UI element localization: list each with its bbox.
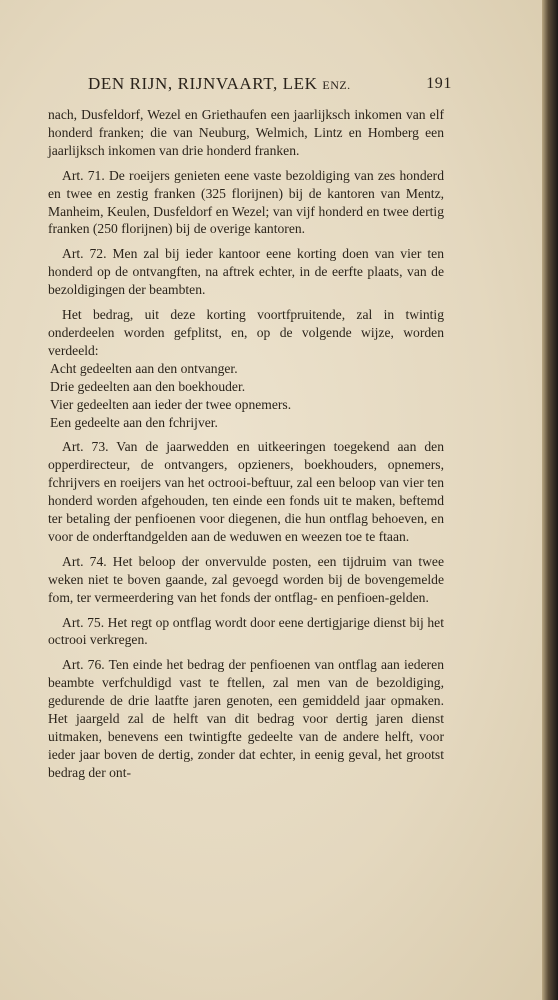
article-72: Art. 72. Men zal bij ieder kantoor eene korting doen van vier ten honderd op de ontvangften, na aftrek echter, in de eerfte plaats, van de bezoldigingen der beambten. [48, 246, 444, 298]
article-71: Art. 71. De roeijers genieten eene vaste bezoldiging van zes honderd en twee en zestig franken (325 florijnen) bij de kantoren van Mentz, Manheim, Keulen, Dusfeldorf en Wezel; van vijf honderd en twee dertig franken (250 florijnen) bij de overige kantoren. [48, 167, 444, 237]
list-item: Drie gedeelten aan den boekhouder. [50, 378, 246, 394]
article-75: Art. 75. Het regt op ontflag wordt door eene dertigjarige dienst bij het octrooi verkregen. [48, 614, 444, 648]
body-text [48, 106, 444, 789]
paragraph-continuation: nach, Dusfeldorf, Wezel en Griethaufen een jaarlijksch inkomen van elf honderd franken; die van Neuburg, Welmich, Lintz en Homberg een jaarlijksch inkomen van drie honderd franken. [48, 107, 444, 158]
paragraph-distribution: Het bedrag, uit deze korting voortfpruitende, zal in twintig onderdeelen worden gefplitst, en, op de volgende wijze, worden verdeeld: [48, 307, 444, 358]
list-item: Acht gedeelten aan den ontvanger. [50, 360, 238, 376]
list-item: Een gedeelte aan den fchrijver. [50, 414, 218, 430]
running-title: DEN RIJN, RIJNVAART, LEK [88, 74, 318, 93]
distribution-list [48, 360, 444, 432]
running-header [88, 74, 452, 94]
article-73: Art. 73. Van de jaarwedden en uitkeeringen toegekend aan den opperdirecteur, de ontvangers, opzieners, boekhouders, opnemers, fchrijvers en roeijers van het octrooi-beftuur, zal een beloop van vier ten honderd worden afgehouden, ten einde een fonds uit te maken, beftemd ter betaling der penfioenen voor diegenen, die hun ontflag behoeven, en voor de onderftandgelden aan de weduwen en weezen toe te ftaan. [48, 439, 444, 544]
article-74: Art. 74. Het beloop der onvervulde posten, een tijdruim van twee weken niet te boven gaande, zal gevoegd worden bij de bovengemelde fom, ter vermeerdering van het fonds der ontflag- en penfioen-gelden. [48, 553, 444, 605]
book-spine [542, 0, 558, 1000]
article-76: Art. 76. Ten einde het bedrag der penfioenen van ontflag aan iederen beambte verfchuldigd vast te ftellen, zal men van de bezoldiging, gedurende de drie laatfte jaren genoten, een gemiddeld jaar opmaken. Het jaargeld zal de helft van dit bedrag voor dertig jaren dienst uitmaken, benevens een twintigfte gedeelte van de andere helft, voor ieder jaar boven de dertig, zonder dat echter, in eenig geval, het grootst bedrag der ont- [48, 657, 444, 780]
running-title-suffix: ENZ. [322, 78, 351, 92]
list-item: Vier gedeelten aan ieder der twee opnemers. [50, 396, 292, 412]
page-number: 191 [426, 75, 452, 92]
